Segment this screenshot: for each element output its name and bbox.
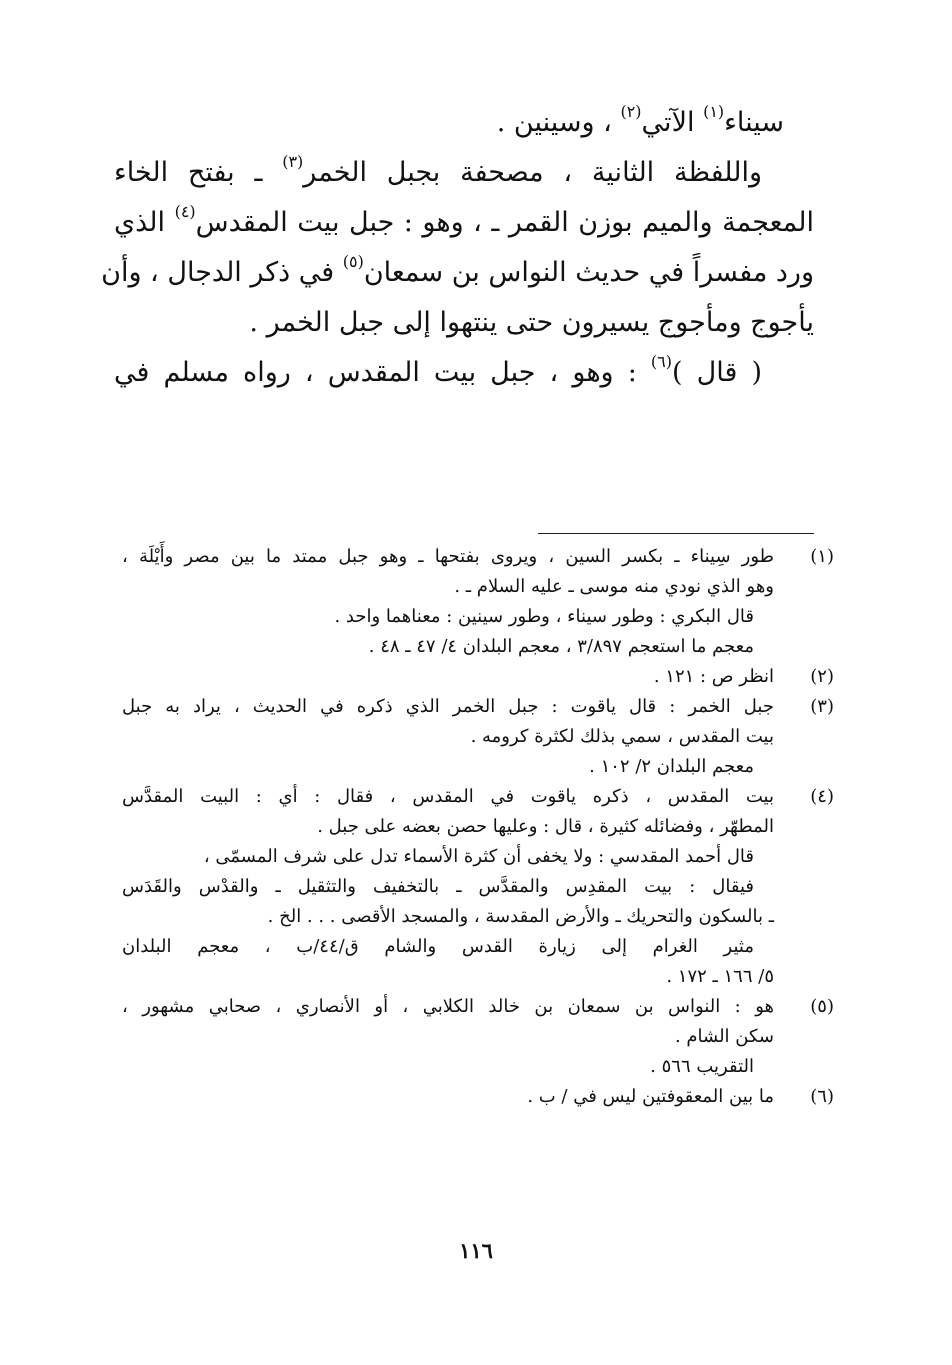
footnote-line <box>122 692 834 722</box>
footnote-number: (٢) <box>810 666 834 687</box>
footnote-line <box>122 572 834 602</box>
footnote-ref-2[interactable]: (٢) <box>620 102 642 121</box>
footnote-text: فيقال : بيت المقدِس والمقدَّس ـ بالتخفيف والتثقيل ـ والقدْس والقَدَس <box>122 876 754 897</box>
main-text-fragment: ، وسينين . <box>496 107 621 138</box>
footnote-ref-4[interactable]: (٤) <box>174 202 196 221</box>
footnote-text: المطهّر ، وفضائله كثيرة ، قال : وعليها حصن بعضه على جبل . <box>317 816 774 837</box>
footnote-3 <box>122 692 834 782</box>
footnote-6 <box>122 1082 834 1112</box>
footnote-line <box>122 752 834 782</box>
footnote-line <box>122 932 834 962</box>
footnote-line <box>122 1052 834 1082</box>
footnote-text: ـ بالسكون والتحريك ـ والأرض المقدسة ، والمسجد الأقصى . . . الخ . <box>267 906 774 927</box>
footnote-text: وهو الذي نودي منه موسى ـ عليه السلام ـ . <box>454 576 774 597</box>
main-text-fragment: الآتي <box>641 107 704 138</box>
footnote-line <box>122 962 834 992</box>
footnote-line <box>122 542 834 572</box>
main-text-fragment: ـ بفتح الخاء <box>114 157 283 188</box>
main-text-fragment: : وهو ، جبل بيت المقدس ، رواه مسلم في <box>114 357 651 388</box>
footnote-5 <box>122 992 834 1082</box>
main-line-6 <box>114 348 814 398</box>
footnote-number: (١) <box>810 546 834 567</box>
footnote-ref-1[interactable]: (١) <box>703 102 725 121</box>
main-line-3 <box>114 198 814 248</box>
main-text-fragment: ( قال ) <box>671 357 762 388</box>
footnote-line <box>122 722 834 752</box>
footnote-text: طور سِيناء ـ بكسر السين ، ويروى بفتحها ـ وهو جبل ممتد ما بين مصر وأَيْلَة ، <box>122 546 774 567</box>
footnote-line <box>122 602 834 632</box>
footnote-text: مثير الغرام إلى زيارة القدس والشام ق/٤٤/ب ، معجم البلدان <box>122 936 754 957</box>
footnote-text: بيت المقدس ، سمي بذلك لكثرة كرومه . <box>470 726 774 747</box>
footnote-text: قال البكري : وطور سيناء ، وطور سينين : معناهما واحد . <box>334 606 754 627</box>
footnote-line <box>122 842 834 872</box>
footnote-line <box>122 632 834 662</box>
main-line-5: يأجوج ومأجوج يسيرون حتى ينتهوا إلى جبل الخمر . <box>249 307 814 338</box>
footnote-4 <box>122 782 834 992</box>
footnote-line <box>122 1082 834 1112</box>
main-text <box>101 98 814 398</box>
footnote-number: (٥) <box>810 996 834 1017</box>
footnote-text: قال أحمد المقدسي : ولا يخفى أن كثرة الأسماء تدل على شرف المسمّى ، <box>203 846 754 867</box>
footnotes <box>122 542 834 1112</box>
footnote-line <box>122 1022 834 1052</box>
footnote-text: معجم البلدان ٢/ ١٠٢ . <box>589 756 754 777</box>
footnote-text: هو : النواس بن سمعان بن خالد الكلابي ، أو الأنصاري ، صحابي مشهور ، <box>122 996 774 1017</box>
main-line-2 <box>114 148 814 198</box>
footnote-ref-6[interactable]: (٦) <box>650 352 672 371</box>
footnote-line <box>122 902 834 932</box>
footnote-line <box>122 992 834 1022</box>
footnote-number: (٦) <box>810 1086 834 1107</box>
main-line-4 <box>101 248 814 298</box>
footnote-text: ما بين المعقوفتين ليس في / ب . <box>527 1086 774 1107</box>
footnote-text: بيت المقدس ، ذكره ياقوت في المقدس ، فقال : أي : البيت المقدَّس <box>122 786 774 807</box>
footnote-line <box>122 662 834 692</box>
page-number: ١١٦ <box>459 1238 493 1263</box>
main-text-fragment: في ذكر الدجال ، وأن <box>101 257 343 288</box>
footnote-separator <box>538 533 814 534</box>
footnote-text: التقريب ٥٦٦ . <box>650 1056 754 1077</box>
footnote-1 <box>122 542 834 662</box>
footnote-text: جبل الخمر : قال ياقوت : جبل الخمر الذي ذكره في الحديث ، يراد به جبل <box>122 696 774 717</box>
footnote-ref-5[interactable]: (٥) <box>342 252 364 271</box>
main-text-fragment: المعجمة والميم بوزن القمر ـ ، وهو : جبل بيت المقدس <box>195 207 814 238</box>
main-text-fragment: ورد مفسراً في حديث النواس بن سمعان <box>363 257 814 288</box>
main-text-fragment: سيناء <box>724 107 784 138</box>
footnote-2 <box>122 662 834 692</box>
main-text-fragment: الذي <box>114 207 175 238</box>
footnote-text: معجم ما استعجم ٣/٨٩٧ ، معجم البلدان ٤/ ٤٧ ـ ٤٨ . <box>368 636 754 657</box>
footnote-text: سكن الشام . <box>674 1026 774 1047</box>
footnote-line <box>122 812 834 842</box>
main-text-fragment: واللفظة الثانية ، مصحفة بجبل الخمر <box>303 157 762 188</box>
footnote-line <box>122 872 834 902</box>
footnote-number: (٣) <box>810 696 834 717</box>
footnote-ref-3[interactable]: (٣) <box>282 152 304 171</box>
main-line-1 <box>114 98 814 148</box>
footnote-line <box>122 782 834 812</box>
footnote-text: ٥/ ١٦٦ ـ ١٧٢ . <box>666 966 774 987</box>
footnote-number: (٤) <box>810 786 834 807</box>
footnote-text: انظر ص : ١٢١ . <box>653 666 774 687</box>
